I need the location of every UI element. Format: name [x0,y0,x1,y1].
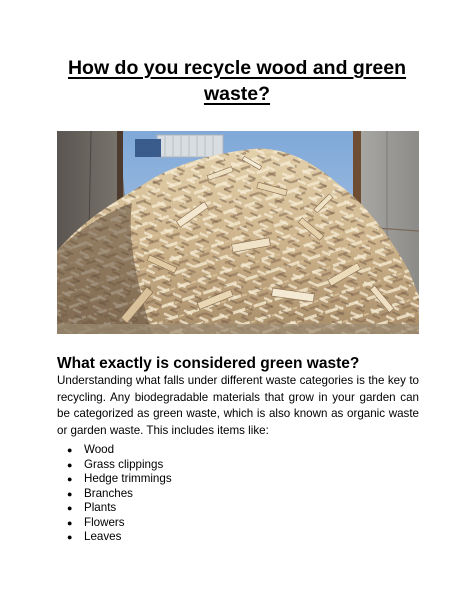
bullet-icon: ● [67,503,73,513]
intro-paragraph: Understanding what falls under different waste categories is the key to recycling. Any biodegradable materials that grow in your garden can be categorized as green waste, which is also known as organic waste or garden waste. This includes items like: [57,374,419,437]
bullet-icon: ● [67,532,73,542]
bullet-icon: ● [67,459,73,470]
list-item-label: Flowers [84,515,125,529]
list-item [67,501,172,516]
list-item [67,458,172,473]
page-title: How do you recycle wood and green waste? [67,57,407,105]
list-item [67,487,172,502]
list-item-label: Leaves [84,530,122,543]
bullet-icon: ● [67,445,73,455]
list-item-label: Hedge trimmings [84,472,172,485]
wood-waste-photo [57,131,419,334]
list-item-label: Wood [84,443,115,456]
bullet-icon: ● [67,488,73,499]
list-item [67,443,172,458]
section-heading: What exactly is considered green waste? [57,355,360,372]
list-item-label: Grass clippings [84,457,164,471]
list-item-label: Plants [84,501,117,514]
list-item-label: Branches [84,486,133,500]
list-item [67,516,172,531]
bullet-icon: ● [67,474,73,484]
list-item [67,530,172,545]
green-waste-list [67,443,172,545]
list-item [67,472,172,487]
bullet-icon: ● [67,517,73,528]
